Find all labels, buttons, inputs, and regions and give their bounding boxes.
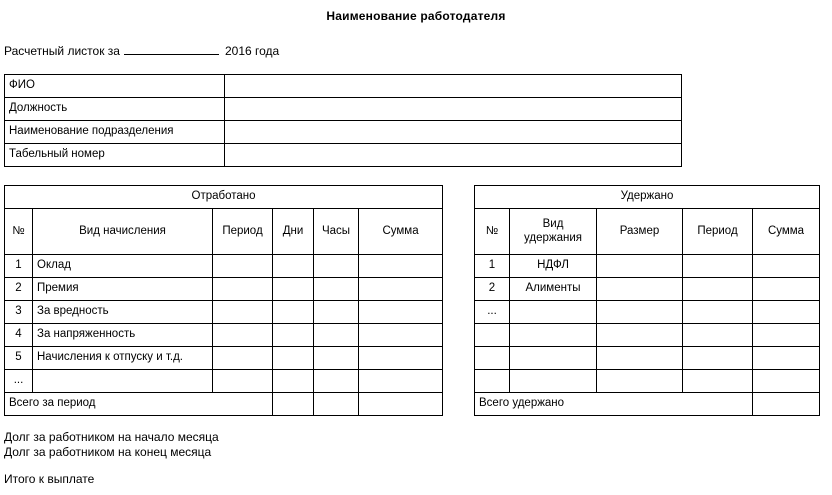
accruals-row-hours[interactable] [314,370,359,393]
deductions-caption-row [475,186,820,209]
table-row [475,324,820,347]
deductions-body [475,186,820,416]
table-row [475,255,820,278]
deductions-row-amount[interactable] [597,347,683,370]
accruals-header-type: Вид начисления [33,209,213,255]
accruals-row-period[interactable] [213,347,273,370]
accruals-row-period[interactable] [213,370,273,393]
deductions-row-sum[interactable] [753,301,820,324]
table-row [5,75,682,98]
deductions-row-type: НДФЛ [510,255,597,278]
page-title: Наименование работодателя [326,9,506,23]
deductions-row-num: 2 [475,278,510,301]
accruals-header-period: Период [213,209,273,255]
payslip-month-blank[interactable] [124,42,219,55]
accruals-row-num: 5 [5,347,33,370]
accruals-body [5,186,443,416]
deductions-row-amount[interactable] [597,255,683,278]
debt-end-label: Долг за работником на конец месяца [4,445,212,459]
deductions-row-amount[interactable] [597,278,683,301]
deductions-row-sum[interactable] [753,324,820,347]
accruals-row-hours[interactable] [314,347,359,370]
info-label-position: Должность [5,98,225,121]
table-row [5,98,682,121]
deductions-row-period[interactable] [683,324,753,347]
accruals-row-num: ... [5,370,33,393]
accruals-header-hours: Часы [314,209,359,255]
table-row [5,301,443,324]
deductions-total-sum[interactable] [753,393,820,416]
deductions-row-amount[interactable] [597,370,683,393]
deductions-row-type: Алименты [510,278,597,301]
info-label-personnel-number: Табельный номер [5,144,225,167]
info-value-department[interactable] [225,121,682,144]
table-row [5,347,443,370]
accruals-row-days[interactable] [273,324,314,347]
accruals-row-sum[interactable] [359,301,443,324]
accruals-row-type: За напряженность [33,324,213,347]
accruals-row-period[interactable] [213,301,273,324]
table-row [5,144,682,167]
table-row [5,278,443,301]
accruals-row-days[interactable] [273,278,314,301]
accruals-row-period[interactable] [213,255,273,278]
accruals-row-num: 2 [5,278,33,301]
accruals-total-row [5,393,443,416]
info-label-department: Наименование подразделения [5,121,225,144]
table-row [475,278,820,301]
accruals-row-hours[interactable] [314,255,359,278]
deductions-row-type[interactable] [510,324,597,347]
accruals-row-period[interactable] [213,278,273,301]
deductions-row-num: ... [475,301,510,324]
deductions-header-sum: Сумма [753,209,820,255]
table-row [475,301,820,324]
deductions-row-type[interactable] [510,301,597,324]
employee-info-body [5,75,682,167]
deductions-header-row [475,209,820,255]
deductions-total-row [475,393,820,416]
table-row [5,121,682,144]
accruals-row-hours[interactable] [314,278,359,301]
info-label-fio: ФИО [5,75,225,98]
accruals-row-type[interactable] [33,370,213,393]
accruals-row-num: 3 [5,301,33,324]
accruals-total-label: Всего за период [5,393,273,416]
deductions-row-period[interactable] [683,370,753,393]
accruals-row-days[interactable] [273,255,314,278]
accruals-caption-row [5,186,443,209]
deductions-row-sum[interactable] [753,278,820,301]
deductions-row-num[interactable] [475,347,510,370]
deductions-total-label: Всего удержано [475,393,753,416]
accruals-row-type: Премия [33,278,213,301]
accruals-row-days[interactable] [273,347,314,370]
deductions-row-period[interactable] [683,347,753,370]
deductions-header-type: Вид удержания [510,209,597,255]
deductions-header-num: № [475,209,510,255]
accruals-row-days[interactable] [273,301,314,324]
payslip-prefix-label: Расчетный листок за [4,44,120,58]
footer-notes [4,430,219,460]
table-row [475,370,820,393]
payslip-year-label: 2016 года [224,44,280,58]
accruals-row-sum[interactable] [359,255,443,278]
table-row [475,347,820,370]
deductions-row-amount[interactable] [597,301,683,324]
accruals-caption: Отработано [5,186,443,209]
deductions-row-period[interactable] [683,278,753,301]
accruals-row-sum[interactable] [359,278,443,301]
deductions-row-num[interactable] [475,370,510,393]
accruals-row-hours[interactable] [314,301,359,324]
table-row [5,370,443,393]
accruals-total-sum[interactable] [359,393,443,416]
info-value-position[interactable] [225,98,682,121]
accruals-row-type: Начисления к отпуску и т.д. [33,347,213,370]
accruals-header-sum: Сумма [359,209,443,255]
accruals-row-sum[interactable] [359,324,443,347]
debt-start-label: Долг за работником на начало месяца [4,430,219,444]
deductions-row-num[interactable] [475,324,510,347]
deductions-row-num: 1 [475,255,510,278]
total-payout-label: Итого к выплате [4,472,95,486]
deductions-row-amount[interactable] [597,324,683,347]
table-row [5,324,443,347]
deductions-row-sum[interactable] [753,370,820,393]
accruals-row-type: За вредность [33,301,213,324]
accruals-header-days: Дни [273,209,314,255]
deductions-row-sum[interactable] [753,347,820,370]
table-row [5,255,443,278]
employee-info-table [4,74,682,167]
accruals-row-hours[interactable] [314,324,359,347]
deductions-caption: Удержано [475,186,820,209]
accruals-row-type: Оклад [33,255,213,278]
info-value-fio[interactable] [225,75,682,98]
info-value-personnel-number[interactable] [225,144,682,167]
deductions-table [474,185,820,416]
deductions-row-period[interactable] [683,301,753,324]
deductions-header-period: Период [683,209,753,255]
payslip-period-line [4,42,279,58]
accruals-row-num: 4 [5,324,33,347]
deductions-row-sum[interactable] [753,255,820,278]
deductions-row-type[interactable] [510,347,597,370]
accruals-row-period[interactable] [213,324,273,347]
accruals-row-days[interactable] [273,370,314,393]
accruals-total-hours[interactable] [314,393,359,416]
accruals-row-sum[interactable] [359,347,443,370]
accruals-total-days[interactable] [273,393,314,416]
accruals-row-num: 1 [5,255,33,278]
deductions-row-type[interactable] [510,370,597,393]
accruals-row-sum[interactable] [359,370,443,393]
accruals-table [4,185,443,416]
accruals-header-num: № [5,209,33,255]
accruals-header-row [5,209,443,255]
deductions-row-period[interactable] [683,255,753,278]
deductions-header-amount: Размер [597,209,683,255]
